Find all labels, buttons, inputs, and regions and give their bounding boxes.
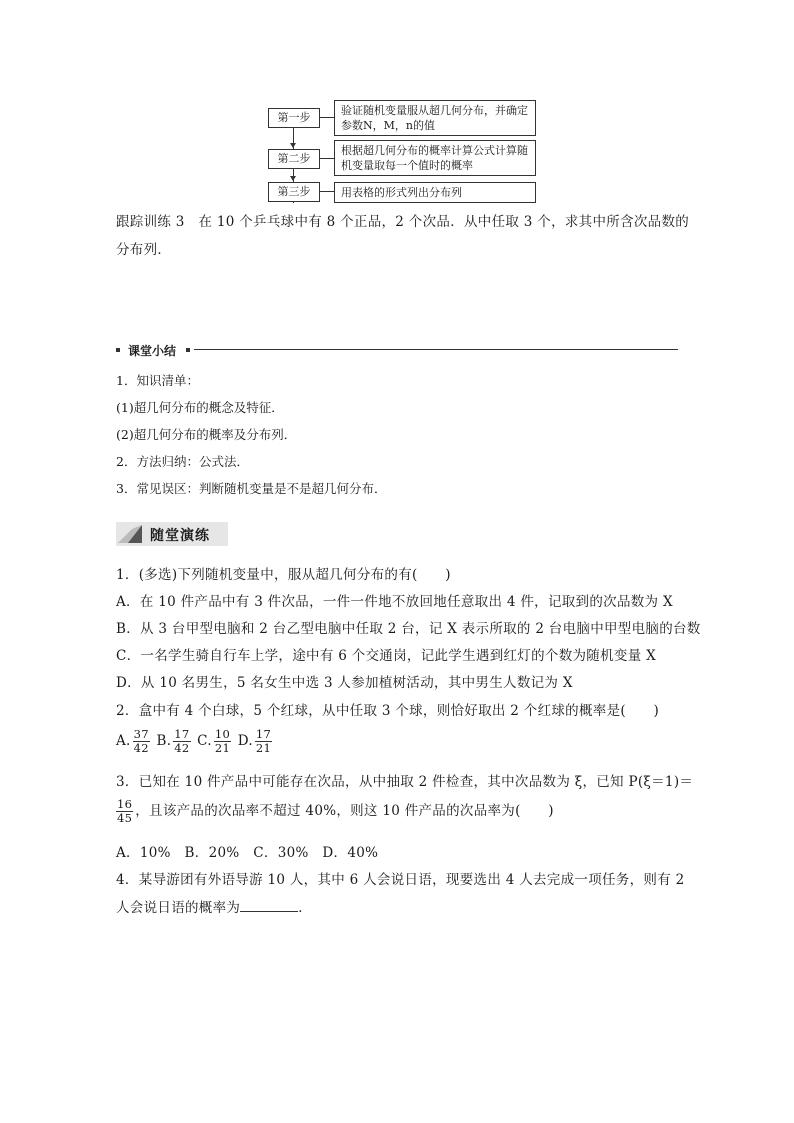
- option-b-fraction: [173, 728, 190, 755]
- question-4-line-1: 4．某导游团有外语导游 10 人，其中 6 人会说日语，现要选出 4 人去完成一项任务，则有 2: [116, 872, 685, 888]
- option-letter: B.: [156, 733, 172, 749]
- flow-step-1-text: 验证随机变量服从超几何分布，并确定参数N，M，n的值: [334, 100, 536, 136]
- question-4-prefix: 人会说日语的概率为: [116, 900, 241, 916]
- solution-steps-flowchart: [268, 100, 538, 206]
- question-1-stem: 1．(多选)下列随机变量中，服从超几何分布的有( ): [116, 567, 451, 583]
- option-letter: A.: [116, 733, 131, 749]
- practice-banner: [116, 522, 228, 546]
- option-letter: D.: [237, 733, 253, 749]
- flow-arrow-down: [290, 176, 296, 181]
- question-2-stem: 2．盒中有 4 个白球，5 个红球，从中任取 3 个球，则恰好取出 2 个红球的概率是( ): [116, 703, 660, 719]
- section-divider: [194, 349, 678, 350]
- summary-title: 课堂小结: [128, 344, 177, 358]
- flow-step-3-label: 第三步: [268, 182, 320, 202]
- option-letter: C.: [197, 733, 212, 749]
- summary-section-header: [116, 342, 678, 358]
- folded-page-icon: [118, 525, 142, 543]
- question-1-option-b: B．从 3 台甲型电脑和 2 台乙型电脑中任取 2 台，记 X 表示所取的 2 台电脑中甲型电脑的台数: [116, 621, 701, 637]
- option-d-fraction: [255, 728, 272, 755]
- question-4-suffix: ．: [298, 900, 313, 916]
- denominator: 45: [117, 811, 133, 825]
- question-1-option-d: D．从 10 名男生，5 名女生中选 3 人参加植树活动，其中男生人数记为 X: [116, 675, 573, 691]
- flow-link: [320, 191, 334, 192]
- summary-item: (1)超几何分布的概念及特征．: [116, 400, 284, 415]
- flow-link: [320, 158, 334, 159]
- practice-banner-title: 随堂演练: [150, 528, 210, 544]
- question-3-options: A．10% B．20% C．30% D．40%: [116, 845, 379, 861]
- denominator: 21: [214, 741, 231, 755]
- question-1-option-a: A．在 10 件产品中有 3 件次品，一件一件地不放回地任意取出 4 件，记取到的次品数为 X: [116, 594, 673, 610]
- bullet-square-icon: [186, 348, 190, 352]
- bullet-square-icon: [116, 348, 120, 352]
- denominator: 42: [133, 741, 149, 755]
- flow-step-2-text: 根据超几何分布的概率计算公式计算随机变量取每一个值时的概率: [334, 140, 536, 176]
- numerator: 16: [117, 797, 133, 811]
- denominator: 21: [255, 741, 272, 755]
- option-c-fraction: [214, 728, 231, 755]
- summary-item: (2)超几何分布的概率及分布列．: [116, 427, 297, 442]
- numerator: 37: [133, 727, 149, 741]
- question-1-option-c: C．一名学生骑自行车上学，途中有 6 个交通岗，记此学生遇到红灯的个数为随机变量 X: [116, 648, 657, 664]
- summary-item: 2．方法归纳：公式法．: [116, 454, 249, 469]
- summary-item: 1．知识清单：: [116, 373, 199, 388]
- numerator: 10: [214, 727, 231, 741]
- numerator: 17: [255, 727, 272, 741]
- probability-fraction: [116, 798, 133, 825]
- question-4-line-2: [116, 897, 686, 918]
- option-a-fraction: [133, 728, 150, 755]
- numerator: 17: [174, 727, 190, 741]
- exercise-3-line-2: 分布列．: [116, 242, 172, 258]
- flow-step-1-label: 第一步: [268, 108, 320, 128]
- question-3-line-2-text: ，且该产品的次品率不超过 40%，则这 10 件产品的次品率为( ): [135, 803, 554, 819]
- answer-blank[interactable]: [240, 897, 298, 912]
- flow-arrow-down: [290, 143, 296, 148]
- question-3-line-1: 3．已知在 10 件产品中可能存在次品，从中抽取 2 件检查，其中次品数为 ξ，已知 P(ξ＝1)＝: [116, 774, 694, 790]
- question-3-line-2: [116, 798, 686, 825]
- exercise-3-line-1: 跟踪训练 3 在 10 个乒乓球中有 8 个正品，2 个次品．从中任取 3 个，求其中所含次品数的: [116, 214, 690, 230]
- flow-step-2-label: 第二步: [268, 149, 320, 169]
- flow-link: [320, 117, 334, 118]
- summary-item: 3．常见误区：判断随机变量是不是超几何分布．: [116, 481, 387, 496]
- flow-step-3-text: 用表格的形式列出分布列: [334, 182, 536, 203]
- question-2-options: [116, 728, 686, 755]
- denominator: 42: [174, 741, 190, 755]
